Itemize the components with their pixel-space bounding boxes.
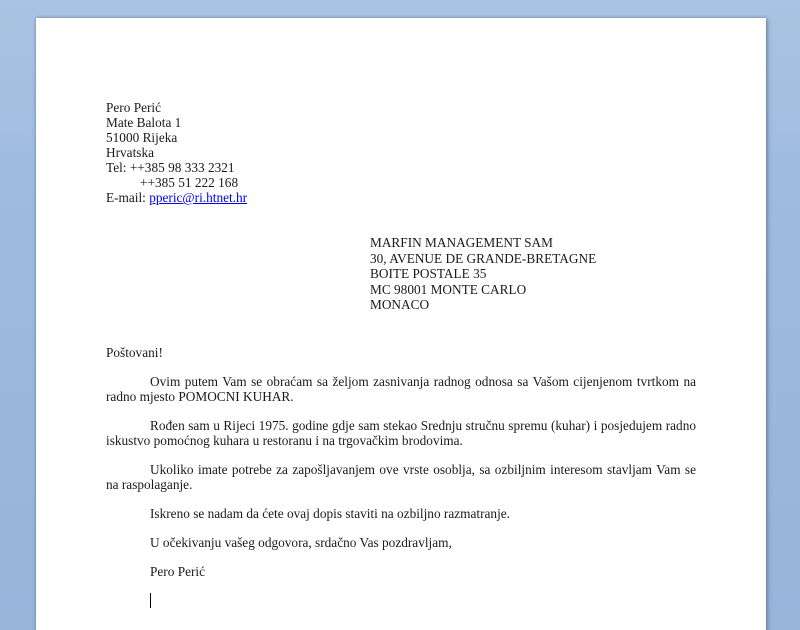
recipient-line-2: 30, AVENUE DE GRANDE-BRETAGNE [370, 250, 597, 266]
paragraph-3: Ukoliko imate potrebe za zapošljavanjem ove vrste osoblja, sa ozbiljnim interesom stavljam Vam se na raspolaganje. [106, 461, 696, 492]
signature: Pero Perić [150, 563, 206, 579]
paragraph-5: U očekivanju vašeg odgovora, srdačno Vas pozdravljam, [150, 534, 452, 550]
sender-block [106, 100, 696, 205]
recipient-line-3: BOITE POSTALE 35 [370, 266, 487, 281]
sender-country: Hrvatska [106, 145, 154, 160]
recipient-line-1: MARFIN MANAGEMENT SAM [370, 235, 553, 250]
sender-city: 51000 Rijeka [106, 130, 178, 145]
salutation: Poštovani! [106, 344, 163, 360]
tel-label: Tel: [106, 160, 130, 175]
document-page[interactable] [36, 18, 766, 630]
recipient-line-5: MONACO [370, 297, 430, 312]
document-body[interactable] [106, 100, 696, 579]
email-label: E-mail: [106, 190, 150, 205]
paragraph-2: Rođen sam u Rijeci 1975. godine gdje sam stekao Srednju stručnu spremu (kuhar) i posjedujem radno iskustvo pomoćnog kuhara u restoranu i na trgovačkim brodovima. [106, 417, 696, 448]
text-cursor [150, 593, 151, 608]
paragraph-1: Ovim putem Vam se obraćam sa željom zasnivanja radnog odnosa sa Vašom cijenjenom tvrtkom na radno mjesto POMOCNI KUHAR. [106, 373, 696, 404]
sender-email-line [106, 190, 696, 205]
email-link[interactable]: pperic@ri.htnet.hr [149, 190, 248, 205]
sender-name: Pero Perić [106, 100, 162, 115]
tel-number-2: ++385 51 222 168 [140, 175, 239, 190]
paragraph-4: Iskreno se nadam da ćete ovaj dopis staviti na ozbiljno razmatranje. [150, 505, 510, 521]
recipient-block [370, 235, 696, 313]
sender-street: Mate Balota 1 [106, 115, 182, 130]
sender-tel-line [106, 160, 696, 175]
tel-number-1: ++385 98 333 2321 [129, 160, 235, 175]
recipient-line-4: MC 98001 MONTE CARLO [370, 281, 527, 297]
